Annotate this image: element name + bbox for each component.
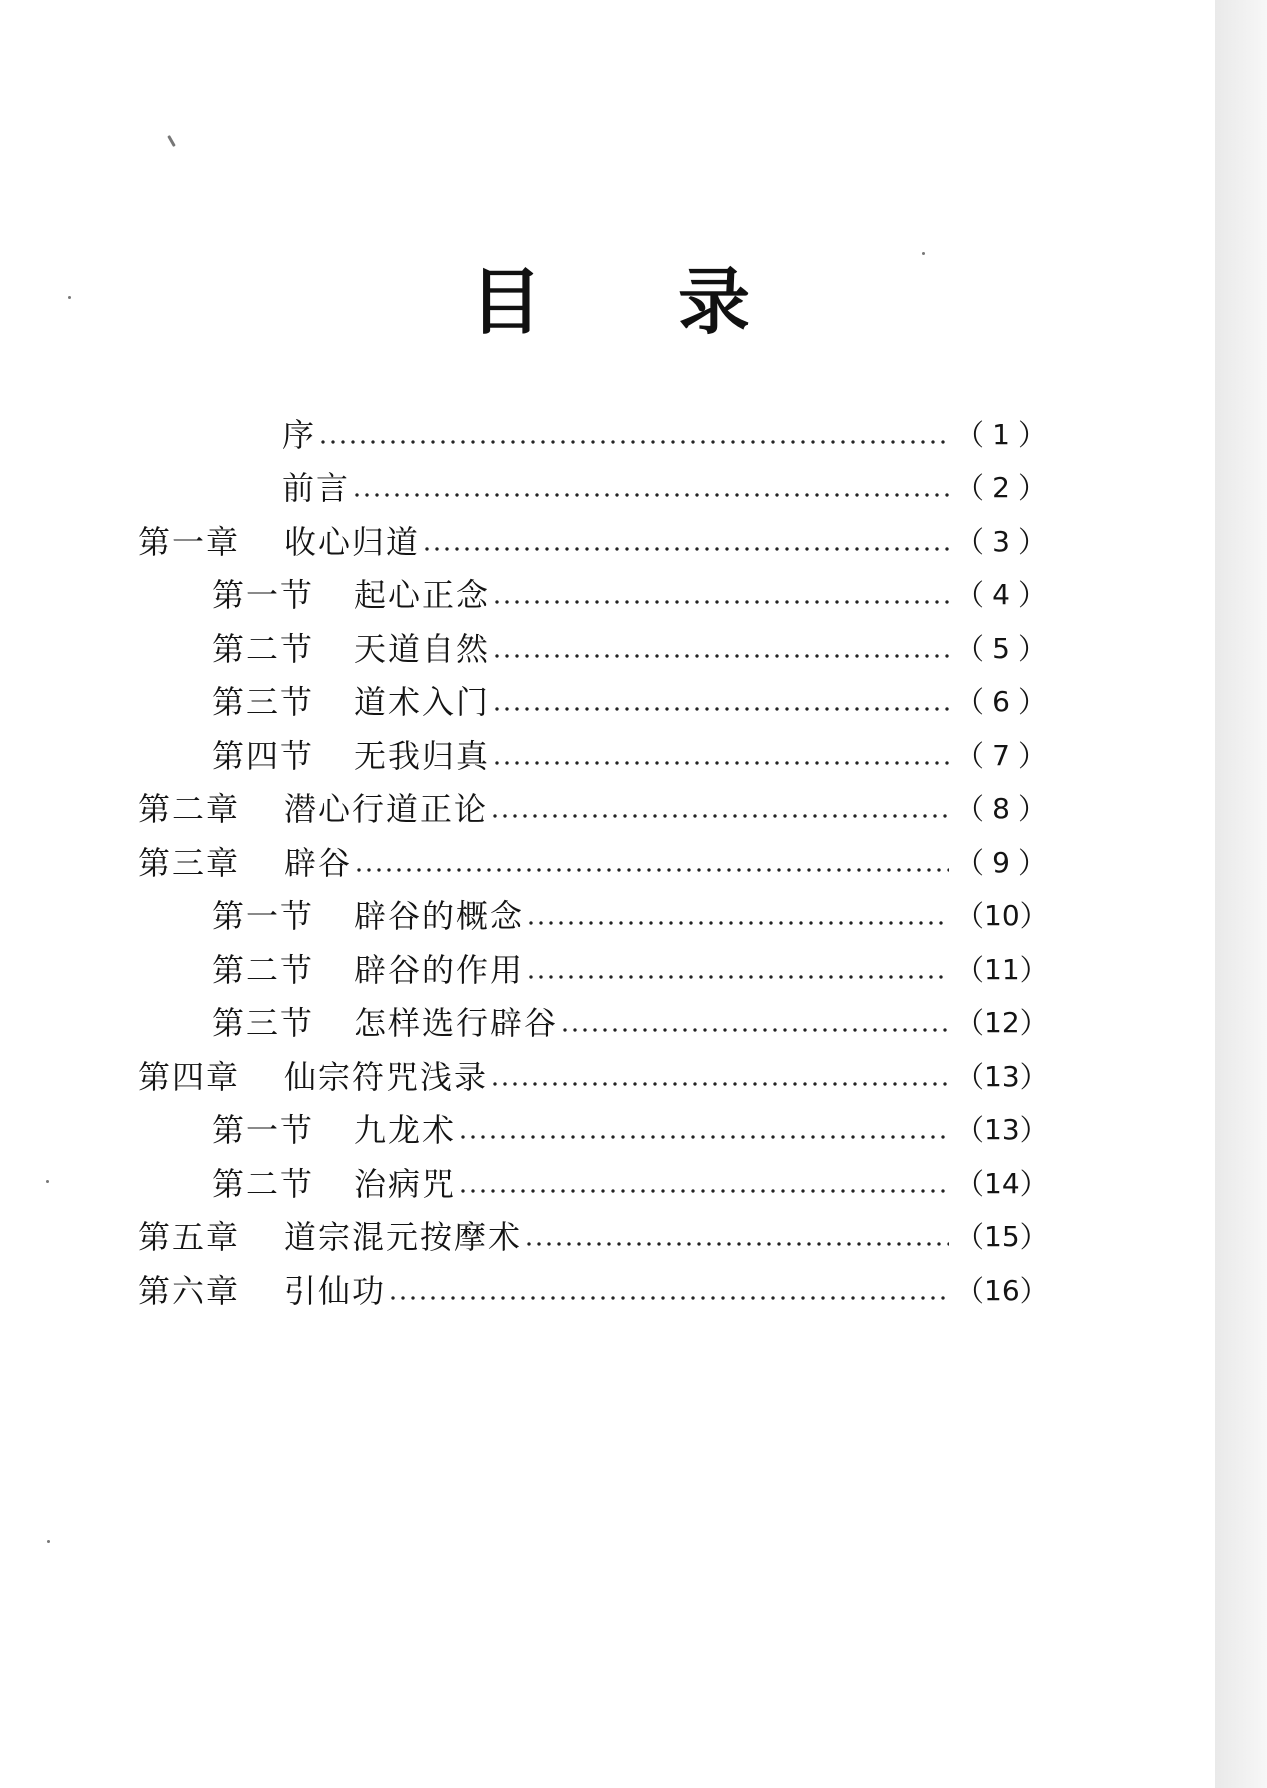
paren-open: （	[955, 738, 985, 773]
dot-leader	[560, 1025, 949, 1035]
toc-entry-title: 序	[282, 415, 317, 454]
toc-entry-page-ref	[955, 736, 1047, 776]
page-edge	[1215, 0, 1267, 1788]
paren-open: （	[955, 952, 985, 987]
toc-entry-heading	[212, 575, 490, 615]
toc-entry-page-number: 7	[992, 738, 1010, 772]
toc-entry-page-ref	[955, 682, 1047, 722]
toc-entry-heading	[212, 1164, 456, 1204]
toc-entry-page-number: 12	[984, 1006, 1020, 1040]
toc-entry-page-ref	[955, 789, 1047, 829]
toc-entry	[0, 943, 1215, 997]
toc-entry-heading	[138, 789, 488, 829]
toc-entry-page-ref	[955, 1003, 1047, 1043]
toc-entry-title: 治病咒	[354, 1164, 457, 1203]
toc-entry-number: 第四章	[138, 1057, 241, 1096]
toc-entry-heading	[138, 1271, 386, 1311]
toc-entry-page-number: 9	[992, 845, 1010, 879]
dot-leader	[352, 490, 949, 500]
toc-entry-title: 无我归真	[354, 736, 491, 775]
toc-entry	[0, 622, 1215, 676]
toc-entry-number: 第二节	[212, 629, 315, 668]
paren-close: ）	[1017, 471, 1047, 506]
toc-entry-page-number: 8	[992, 792, 1010, 826]
toc-entry-heading	[212, 1003, 558, 1043]
paren-open: （	[955, 524, 985, 559]
toc-entry	[0, 836, 1215, 890]
paren-open: （	[955, 471, 985, 506]
toc-entry	[0, 783, 1215, 837]
toc-entry	[0, 408, 1215, 462]
toc-entry-number: 第六章	[138, 1271, 241, 1310]
toc-entry-page-ref	[955, 415, 1047, 455]
toc-entry	[0, 569, 1215, 623]
toc-entry-page-number: 1	[992, 417, 1010, 451]
toc-entry-page-number: 3	[992, 524, 1010, 558]
dot-leader	[490, 1079, 949, 1089]
toc-entry-heading	[138, 843, 352, 883]
toc-entry-page-number: 11	[984, 952, 1020, 986]
toc-entry-heading	[138, 1217, 522, 1257]
toc-entry	[0, 1050, 1215, 1104]
toc-entry-number: 第四节	[212, 736, 315, 775]
toc-entry-page-ref	[955, 522, 1047, 562]
dot-leader	[492, 597, 949, 607]
paren-close: ）	[1019, 1273, 1049, 1308]
toc-entry-page-number: 14	[984, 1166, 1020, 1200]
paren-close: ）	[1017, 738, 1047, 773]
toc-entry-title: 辟谷的概念	[354, 897, 525, 936]
toc-entry-number: 第二节	[212, 1164, 315, 1203]
toc-entry-page-number: 16	[984, 1273, 1020, 1307]
page-title-char-1: 目	[470, 260, 543, 344]
toc-entry-heading	[138, 1057, 488, 1097]
toc-entry-number: 第三章	[138, 843, 241, 882]
toc-entry-heading	[212, 950, 524, 990]
scan-speck	[167, 135, 176, 147]
toc-entry-title: 潜心行道正论	[284, 790, 489, 829]
toc-entry	[0, 676, 1215, 730]
toc-entry-page-ref	[955, 1057, 1047, 1097]
scan-speck	[46, 1180, 49, 1183]
dot-leader	[524, 1239, 949, 1249]
toc-entry-title: 道宗混元按摩术	[284, 1218, 523, 1257]
paren-open: （	[955, 1113, 985, 1148]
toc-entry-heading	[212, 1110, 456, 1150]
paren-close: ）	[1019, 1113, 1049, 1148]
toc-entry-title: 辟谷的作用	[354, 950, 525, 989]
toc-entry-title: 道术入门	[354, 683, 491, 722]
paren-open: （	[955, 631, 985, 666]
toc-entry-page-number: 5	[992, 631, 1010, 665]
paren-close: ）	[1017, 845, 1047, 880]
toc-entry-number: 第二章	[138, 790, 241, 829]
paren-open: （	[955, 1166, 985, 1201]
toc-entry-title: 起心正念	[354, 576, 491, 615]
dot-leader	[492, 651, 949, 661]
toc-entry	[0, 515, 1215, 569]
paren-open: （	[955, 792, 985, 827]
scan-speck	[922, 252, 925, 255]
toc-entry-title: 天道自然	[354, 629, 491, 668]
paren-open: （	[955, 578, 985, 613]
dot-leader	[388, 1293, 949, 1303]
toc-entry-page-number: 4	[992, 578, 1010, 612]
toc-entry-page-number: 15	[984, 1220, 1020, 1254]
toc-entry-title: 怎样选行辟谷	[354, 1004, 559, 1043]
dot-leader	[318, 437, 949, 447]
toc-entry	[0, 1157, 1215, 1211]
toc-entry-number: 第三节	[212, 683, 315, 722]
toc-entry-heading	[212, 896, 524, 936]
toc-entry-number: 第一节	[212, 897, 315, 936]
toc-entry-number: 第一节	[212, 1111, 315, 1150]
toc-entry-page-ref	[955, 896, 1047, 936]
paren-open: （	[955, 1220, 985, 1255]
toc-entry	[0, 1104, 1215, 1158]
paren-close: ）	[1017, 524, 1047, 559]
toc-entry-number: 第一章	[138, 522, 241, 561]
paren-close: ）	[1017, 792, 1047, 827]
toc-entry-page-ref	[955, 1110, 1047, 1150]
toc-entry-heading	[212, 682, 490, 722]
toc-entry-heading	[212, 629, 490, 669]
dot-leader	[354, 865, 949, 875]
dot-leader	[492, 704, 949, 714]
paren-close: ）	[1019, 899, 1049, 934]
toc-entry-title: 收心归道	[284, 522, 421, 561]
toc-entry-page-ref	[955, 1271, 1047, 1311]
toc-entry-title: 引仙功	[284, 1271, 387, 1310]
dot-leader	[422, 544, 949, 554]
dot-leader	[526, 918, 949, 928]
toc-entry-page-ref	[955, 950, 1047, 990]
toc-entry-heading	[282, 468, 350, 508]
toc-entry	[0, 890, 1215, 944]
toc-entry-number: 第一节	[212, 576, 315, 615]
toc-entry-number: 第五章	[138, 1218, 241, 1257]
paren-close: ）	[1019, 1220, 1049, 1255]
toc-entry-page-ref	[955, 468, 1047, 508]
dot-leader	[458, 1132, 949, 1142]
toc-entry-title: 前言	[282, 469, 351, 508]
toc-entry-heading	[212, 736, 490, 776]
toc-entry-page-ref	[955, 575, 1047, 615]
toc-entry-page-number: 2	[992, 471, 1010, 505]
paren-close: ）	[1019, 1059, 1049, 1094]
toc-entry-page-ref	[955, 1217, 1047, 1257]
toc-entry	[0, 729, 1215, 783]
toc-entry-title: 辟谷	[284, 843, 353, 882]
dot-leader	[492, 758, 949, 768]
paren-close: ）	[1017, 578, 1047, 613]
toc-entry-number: 第三节	[212, 1004, 315, 1043]
paren-open: （	[955, 1006, 985, 1041]
paren-open: （	[955, 845, 985, 880]
page-title	[470, 262, 750, 342]
toc-entry-heading	[138, 522, 420, 562]
toc-entry	[0, 1264, 1215, 1318]
paren-open: （	[955, 899, 985, 934]
toc-entry-title: 仙宗符咒浅录	[284, 1057, 489, 1096]
paren-close: ）	[1017, 685, 1047, 720]
paren-close: ）	[1019, 952, 1049, 987]
toc-entry-number: 第二节	[212, 950, 315, 989]
toc-entry-page-number: 13	[984, 1059, 1020, 1093]
toc-entry	[0, 997, 1215, 1051]
toc-entry	[0, 462, 1215, 516]
toc-entry-page-ref	[955, 843, 1047, 883]
paren-open: （	[955, 685, 985, 720]
dot-leader	[490, 811, 949, 821]
toc-entry-page-number: 6	[992, 685, 1010, 719]
table-of-contents	[0, 408, 1215, 1318]
toc-entry-page-number: 10	[984, 899, 1020, 933]
paren-open: （	[955, 1273, 985, 1308]
dot-leader	[526, 972, 949, 982]
toc-entry-heading	[282, 415, 316, 455]
paren-close: ）	[1017, 417, 1047, 452]
paren-close: ）	[1019, 1166, 1049, 1201]
paren-open: （	[955, 417, 985, 452]
toc-entry	[0, 1211, 1215, 1265]
paren-open: （	[955, 1059, 985, 1094]
scan-speck	[68, 296, 71, 299]
toc-entry-title: 九龙术	[354, 1111, 457, 1150]
toc-entry-page-ref	[955, 629, 1047, 669]
paren-close: ）	[1017, 631, 1047, 666]
scan-speck	[47, 1540, 50, 1543]
toc-entry-page-ref	[955, 1164, 1047, 1204]
dot-leader	[458, 1186, 949, 1196]
toc-entry-page-number: 13	[984, 1113, 1020, 1147]
page-title-char-2: 录	[677, 260, 750, 344]
paren-close: ）	[1019, 1006, 1049, 1041]
